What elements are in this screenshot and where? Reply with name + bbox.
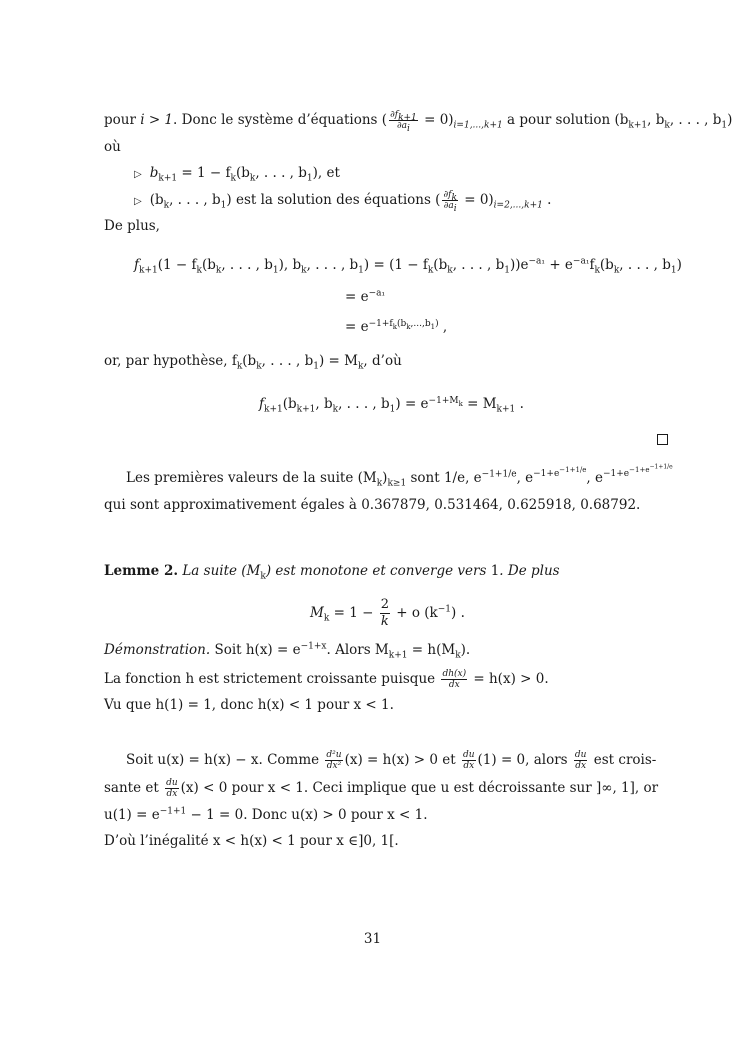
text-line-de-plus: De plus, (104, 218, 160, 234)
proof-line-vu-que: Vu que h(1) = 1, donc h(x) < 1 pour x < 1. (104, 697, 394, 713)
text-line-valeurs: Les premières valeurs de la suite $(M_k)_{k\ge 1}$ sont 1/e, $e^{-1+1/e}$, $e^{-1+e^{-1+1/e}}$, $e^{-1+e^{-1+e^{-1+1/e}}}$ (126, 464, 673, 489)
lemma-label: Lemme 2. (104, 563, 179, 579)
derivative-fraction: $\frac{du}{dx}$ (166, 778, 178, 799)
proof-label: Démonstration. (104, 642, 211, 658)
partial-fraction: $\frac{\partial f_{k+1}}{\partial a_i}$ (390, 110, 417, 134)
bullet-item-1: ▷ $b_{k+1} = 1 - f_k(b_k$, . . . , $b_1$), et (134, 165, 340, 184)
derivative-fraction: $\frac{dh(x)}{dx}$ (442, 669, 467, 690)
equation-line-3: = $e^{-1+f_k(b_k,...,b_1)}$ , (345, 318, 448, 335)
text-line-hypothese: or, par hypothèse, $f_k(b_k$, . . . , $b_1) = M_k$, d’où (104, 353, 402, 372)
proof-line-soit: Soit u(x) = h(x) − x. Comme $\frac{\text{d²u}}{\text{dx²}}$ (x) = h(x) > 0 et $\frac{du}{dx}$ (1) = 0, alors $\frac{du}{dx}$ est crois- (126, 750, 657, 771)
derivative-fraction: $\frac{du}{dx}$ (574, 750, 587, 771)
bullet-item-2: ▷ ($b_k$, . . . , $b_1$) est la solution des équations ( $\frac{\partial f_k}{\partial a_i}$ = $0)_{i=2,...,k+1}$ . (134, 190, 552, 214)
triangle-bullet-icon: ▷ (134, 169, 142, 180)
equation-line-5: $M_k = 1$ − $\frac{2}{k}$ + o $(k^{-1})$ . (310, 597, 465, 629)
equation-line-4: $f_{k+1}(b_{k+1}$, $b_k$, . . . , $b_1) = e^{-1+M_k} = M_{k+1}$ . (259, 395, 524, 415)
proof-line-u1: $u(1) = e^{-1+1} - 1 = 0$. Donc u(x) > 0 pour x < 1. (104, 806, 428, 823)
equation-line-1: $f_{k+1}(1 - f_k(b_k$, . . . , $b_1$), $b_k$, . . . , $b_1) = (1 - f_k(b_k$, . . . , $b_1))e^{-a_1} + e^{-a_1}f_k(b_k$, . . . , $b_1$) (134, 256, 682, 276)
triangle-bullet-icon: ▷ (134, 196, 142, 207)
lemma-statement: Lemme 2. La suite $(M_k)$ est monotone et converge vers 1. De plus (104, 563, 560, 582)
qed-square-icon (657, 434, 668, 445)
proof-line-inegalite: D’où l’inégalité x < h(x) < 1 pour x ∈]0, 1[. (104, 833, 399, 849)
fraction-2-over-k: $\frac{2}{k}$ (380, 597, 389, 629)
page-number: 31 (363, 931, 382, 947)
text-line-approx: qui sont approximativement égales à 0.367879, 0.531464, 0.625918, 0.68792. (104, 497, 641, 513)
derivative-fraction: $\frac{du}{dx}$ (462, 750, 475, 771)
proof-line-1: Démonstration. Soit $h(x) = e^{-1+x}$. Alors $M_{k+1} = h(M_k)$. (104, 641, 471, 661)
second-derivative-fraction: $\frac{\text{d²u}}{\text{dx²}}$ (326, 750, 342, 771)
proof-line-fonction: La fonction h est strictement croissante puisque $\frac{dh(x)}{dx}$ = h(x) > 0. (104, 669, 549, 690)
partial-fraction: $\frac{\partial f_k}{\partial a_i}$ (443, 190, 457, 214)
text-line-ou: où (104, 139, 121, 155)
proof-line-sante: sante et $\frac{du}{dx}$ (x) < 0 pour x < 1. Ceci implique que u est décroissante sur ]∞, 1], or (104, 778, 659, 799)
text-line-solution: pour i > 1. Donc le système d’équations ( $\frac{\partial f_{k+1}}{\partial a_i}$ = $0)_{i=1,...,k+1}$ a pour solution ($b_{k+1}$, $b_k$, . . . , $b_1$) (104, 110, 733, 134)
equation-line-2: = $e^{-a_1}$ (345, 288, 386, 305)
